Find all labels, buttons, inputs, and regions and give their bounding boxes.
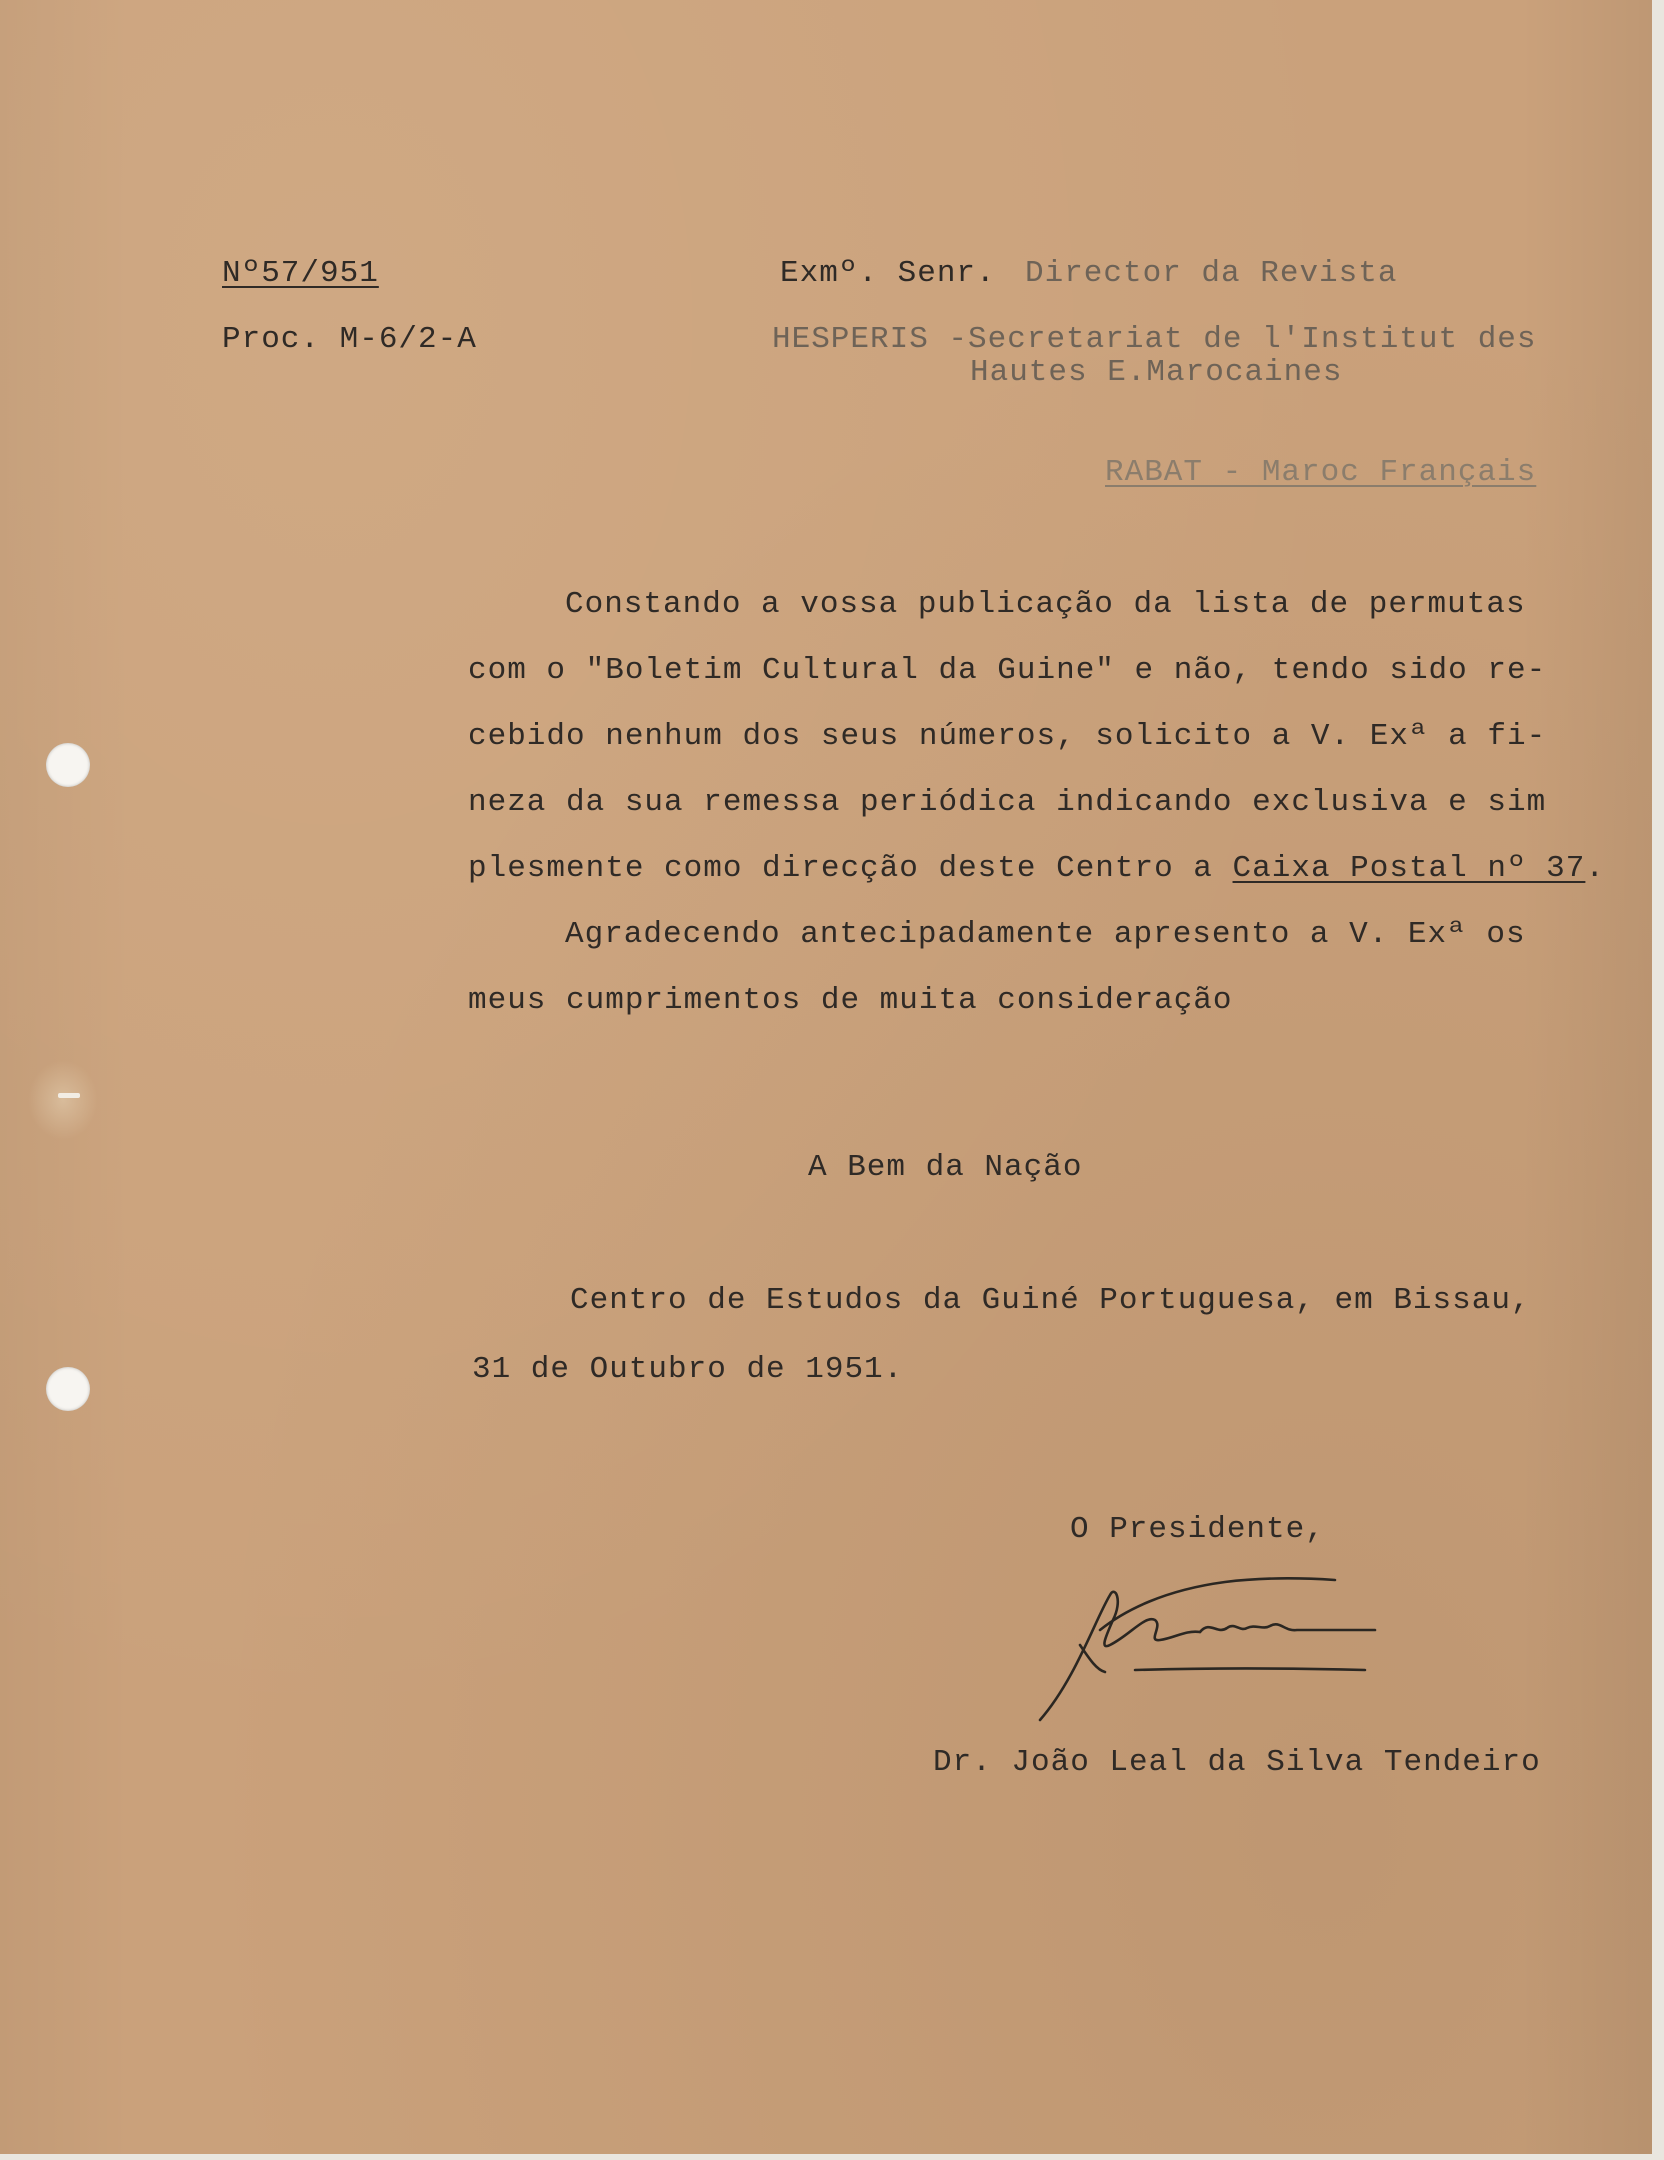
body-line-4: neza da sua remessa periódica indicando exclusiva e sim [468,785,1547,820]
paper-tear-mark [58,1093,80,1098]
scan-border-right [1652,0,1664,2160]
place-line-2: 31 de Outubro de 1951. [472,1352,904,1387]
body-line-5-text: plesmente como direcção deste Centro a [468,851,1213,886]
addressee-institution-cont: Hautes E.Marocaines [970,355,1343,390]
body-line-2: com o "Boletim Cultural da Guine" e não, tendo sido re- [468,653,1547,688]
addressee-title: Director da Revista [1025,256,1398,291]
body-line-7: meus cumprimentos de muita consideração [468,983,1233,1018]
paper-tear [28,1060,98,1140]
addressee-institution: HESPERIS -Secretariat de l'Institut des [772,322,1537,357]
body-line-5-end: . [1585,851,1605,886]
punch-hole-top [46,743,90,787]
motto: A Bem da Nação [808,1150,1083,1185]
body-line-6: Agradecendo antecipadamente apresento a V. Exª os [565,917,1526,952]
scan-border-bottom [0,2154,1664,2160]
reference-number: Nº57/951 [222,256,379,291]
signatory-name: Dr. João Leal da Silva Tendeiro [933,1745,1541,1780]
addressee-salutation: Exmº. Senr. [780,256,996,291]
postal-box: Caixa Postal nº 37 [1232,851,1586,886]
process-number: Proc. M-6/2-A [222,322,477,357]
punch-hole-bottom [46,1367,90,1411]
body-line-5 [468,851,1605,886]
place-line-1: Centro de Estudos da Guiné Portuguesa, em Bissau, [570,1283,1531,1318]
addressee-city: RABAT - Maroc Français [1105,455,1537,490]
signatory-role: O Presidente, [1070,1512,1325,1547]
body-line-1: Constando a vossa publicação da lista de permutas [565,587,1526,622]
body-line-3: cebido nenhum dos seus números, solicito a V. Exª a fi- [468,719,1547,754]
handwritten-signature [1035,1560,1385,1730]
